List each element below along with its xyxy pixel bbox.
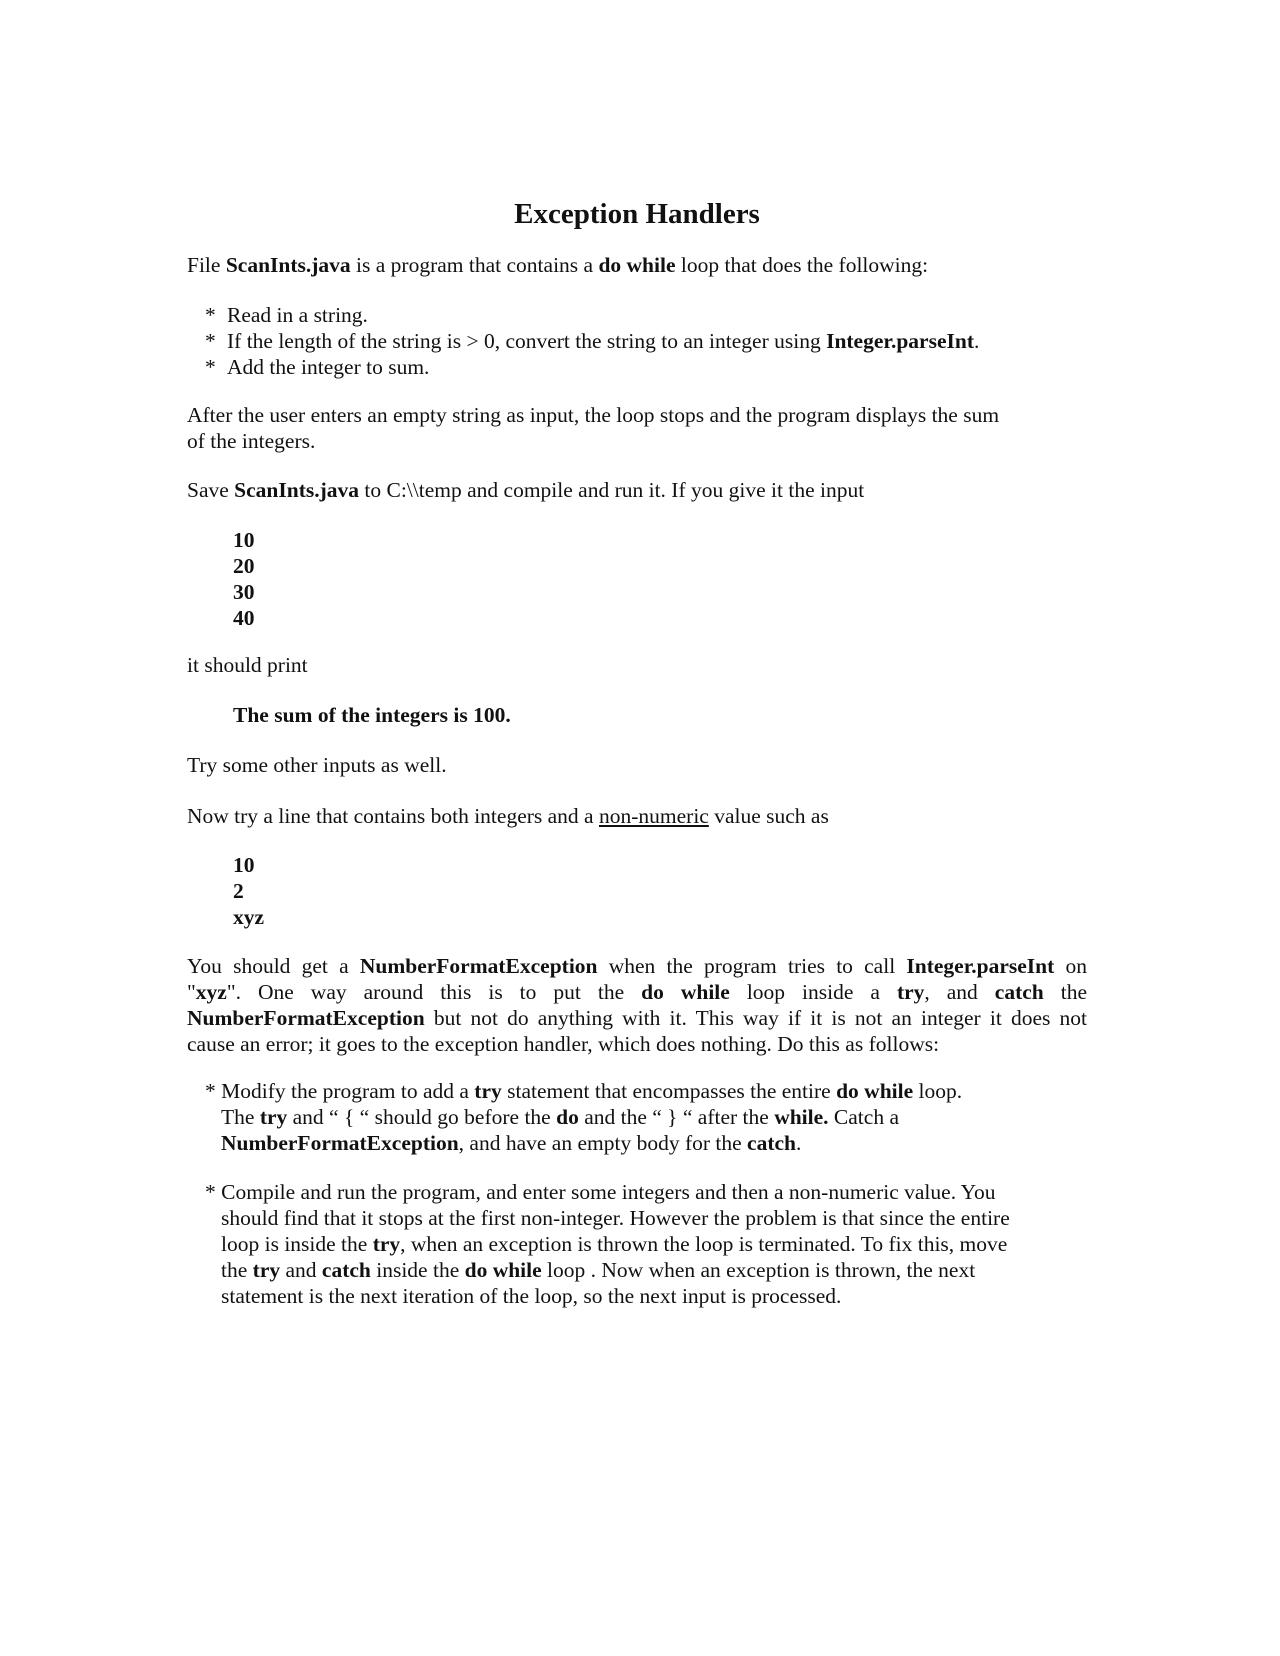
after-paragraph: After the user enters an empty string as input, the loop stops and the program displays the sum of the integers. [187, 403, 1000, 453]
now-try-paragraph: Now try a line that contains both integers and a non-numeric value such as [187, 804, 829, 828]
input-list-2 [233, 852, 264, 930]
try-other-text: Try some other inputs as well. [187, 753, 447, 777]
keyword-bold: do while [598, 253, 676, 277]
filename-bold: ScanInts.java [225, 253, 351, 277]
intro-paragraph [187, 252, 928, 278]
list-item: * Add the integer to sum. [205, 355, 430, 379]
compile-instruction: * Compile and run the program, and enter some integers and then a non-numeric value. You should find that it stops at the first non-integer. However the problem is that since the entire loop is inside the try, when an exception is thrown the loop is terminated. To fix this, move the try and catch inside the do while loop . Now when an exception is thrown, the next statement is the next iteration of the loop, so the next input is processed. [205, 1180, 1010, 1308]
page-title: Exception Handlers [514, 198, 760, 230]
bullet-star: * [205, 329, 216, 353]
explain-paragraph: You should get a NumberFormatException when the program tries to call Integer.parseInt on "xyz". One way around this is to put the do while loop inside a try, and catch the NumberFormatException but not do anything with it. This way if it is not an integer it does not cause an error; it goes to the exception handler, which does nothing. Do this as follows: [187, 954, 1088, 1056]
steps-list [205, 302, 979, 380]
input-value: 2 [233, 879, 244, 903]
intro-text: is a program that contains a [350, 253, 599, 277]
should-print-text: it should print [187, 653, 308, 677]
list-item: * If the length of the string is > 0, convert the string to an integer using Integer.parseInt. [205, 329, 980, 353]
bullet-star: * [205, 355, 216, 379]
intro-text: loop that does the following: [675, 253, 929, 277]
input-value: 10 [233, 528, 255, 552]
underlined-term: non-numeric [598, 804, 709, 828]
input-list-1 [233, 527, 255, 631]
input-value: 40 [233, 606, 255, 630]
input-value: 10 [233, 853, 255, 877]
input-value: 20 [233, 554, 255, 578]
save-paragraph: Save ScanInts.java to C:\\temp and compile and run it. If you give it the input [187, 478, 865, 502]
sum-output: The sum of the integers is 100. [233, 703, 511, 727]
intro-text: File [187, 253, 226, 277]
input-value: xyz [233, 905, 265, 929]
input-value: 30 [233, 580, 255, 604]
modify-instruction: * Modify the program to add a try statement that encompasses the entire do while loop. The try and “ { “ should go before the do and the “ } “ after the while. Catch a NumberFormatException, and have an empty body for the catch. [205, 1079, 963, 1155]
list-item: * Read in a string. [205, 303, 368, 327]
bullet-star: * [205, 303, 216, 327]
